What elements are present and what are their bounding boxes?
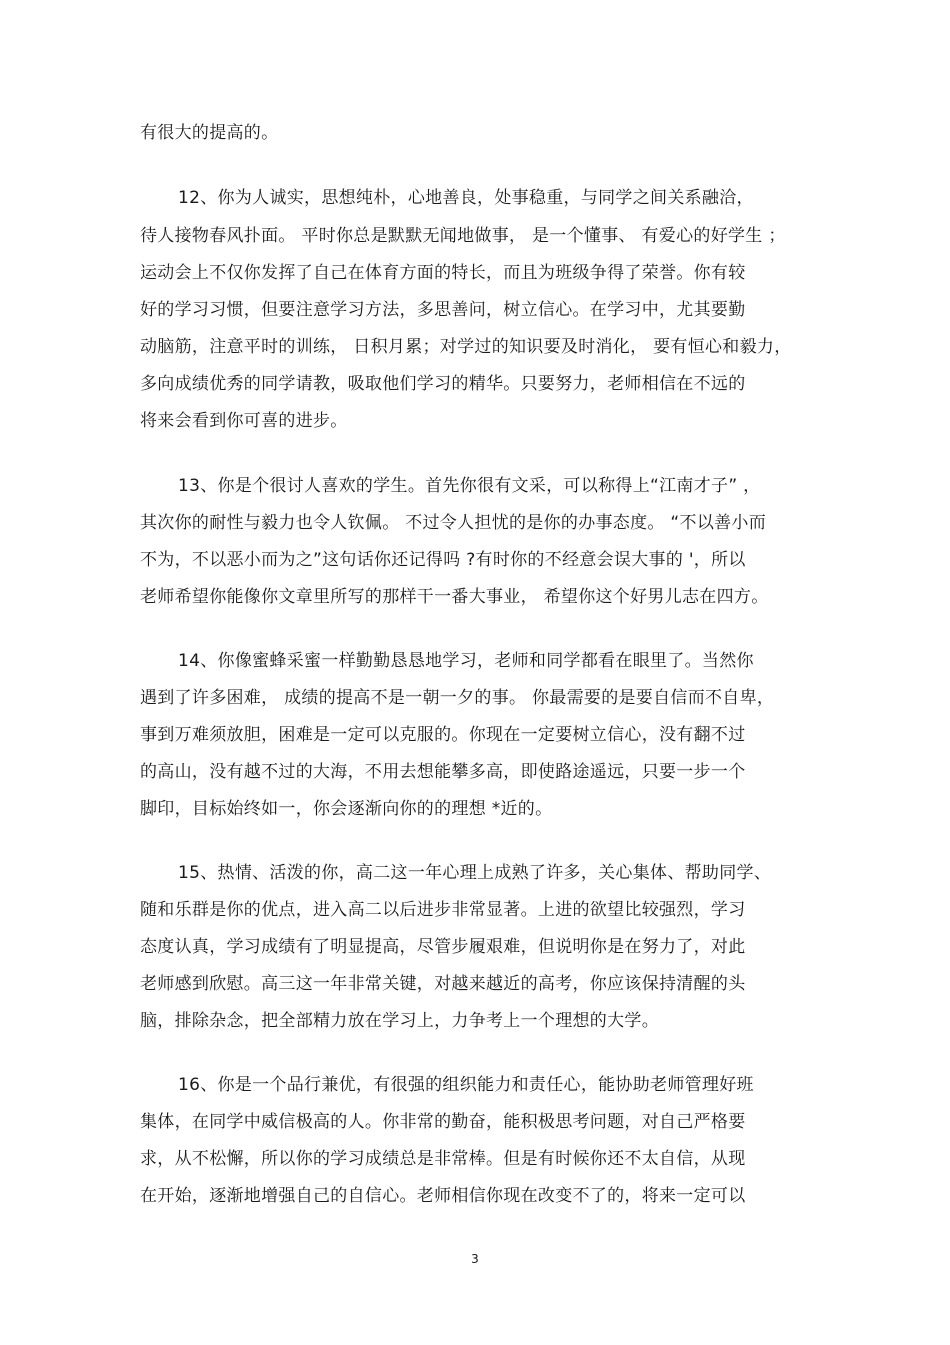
paragraph-16-heading: 16、你是一个品行兼优，有很强的组织能力和责任心，能协助老师管理好班 <box>178 1075 754 1095</box>
text-line: 将来会看到你可喜的进步。 <box>140 411 348 431</box>
text-line: 求，从不松懈，所以你的学习成绩总是非常棒。但是有时候你还不太自信，从现 <box>140 1149 746 1169</box>
text-line: 脚印，目标始终如一，你会逐渐向你的的理想 *近的。 <box>140 799 553 819</box>
text-line: 老师希望你能像你文章里所写的那样干一番大事业， 希望你这个好男儿志在四方。 <box>140 587 769 607</box>
paragraph-15-heading: 15、热情、活泼的你，高二这一年心理上成熟了许多，关心集体、帮助同学、 <box>178 863 772 883</box>
text-line: 好的学习习惯，但要注意学习方法，多思善问，树立信心。在学习中，尤其要勤 <box>140 300 746 320</box>
text-line: 在开始，逐渐地增强自己的自信心。老师相信你现在改变不了的，将来一定可以 <box>140 1186 746 1206</box>
text-line: 不为，不以恶小而为之”这句话你还记得吗 ?有时你的不经意会误大事的 '，所以 <box>140 550 746 570</box>
text-line: 多向成绩优秀的同学请教，吸取他们学习的精华。只要努力，老师相信在不远的 <box>140 374 746 394</box>
paragraph-12-heading: 12、你为人诚实，思想纯朴，心地善良，处事稳重，与同学之间关系融洽， <box>178 188 754 208</box>
text-line: 集体，在同学中威信极高的人。你非常的勤奋，能积极思考问题，对自己严格要 <box>140 1112 746 1132</box>
text-line: 其次你的耐性与毅力也令人钦佩。 不过令人担忧的是你的办事态度。 “不以善小而 <box>140 513 767 533</box>
page-number: 3 <box>471 1252 479 1266</box>
text-line: 随和乐群是你的优点，进入高二以后进步非常显著。上进的欲望比较强烈，学习 <box>140 900 746 920</box>
text-line: 有很大的提高的。 <box>140 123 279 143</box>
paragraph-14-heading: 14、你像蜜蜂采蜜一样勤勤恳恳地学习，老师和同学都看在眼里了。当然你 <box>178 651 754 671</box>
text-line: 事到万难须放胆，困难是一定可以克服的。你现在一定要树立信心，没有翻不过 <box>140 725 746 745</box>
text-line: 态度认真，学习成绩有了明显提高，尽管步履艰难，但说明你是在努力了，对此 <box>140 937 746 957</box>
text-line: 运动会上不仅你发挥了自己在体育方面的特长，而且为班级争得了荣誉。你有较 <box>140 263 746 283</box>
text-line: 待人接物春风扑面。 平时你总是默默无闻地做事， 是一个懂事、 有爱心的好学生 ； <box>140 226 786 246</box>
paragraph-13-heading: 13、你是个很讨人喜欢的学生。首先你很有文采，可以称得上“江南才子” ， <box>178 476 761 496</box>
text-line: 的高山，没有越不过的大海，不用去想能攀多高，即使路途遥远，只要一步一个 <box>140 762 746 782</box>
text-line: 老师感到欣慰。高三这一年非常关键，对越来越近的高考，你应该保持清醒的头 <box>140 974 746 994</box>
text-line: 动脑筋，注意平时的训练， 日积月累；对学过的知识要及时消化， 要有恒心和毅力， <box>140 337 792 357</box>
text-line: 遇到了许多困难， 成绩的提高不是一朝一夕的事。 你最需要的是要自信而不自卑， <box>140 688 775 708</box>
text-line: 脑，排除杂念，把全部精力放在学习上，力争考上一个理想的大学。 <box>140 1011 659 1031</box>
